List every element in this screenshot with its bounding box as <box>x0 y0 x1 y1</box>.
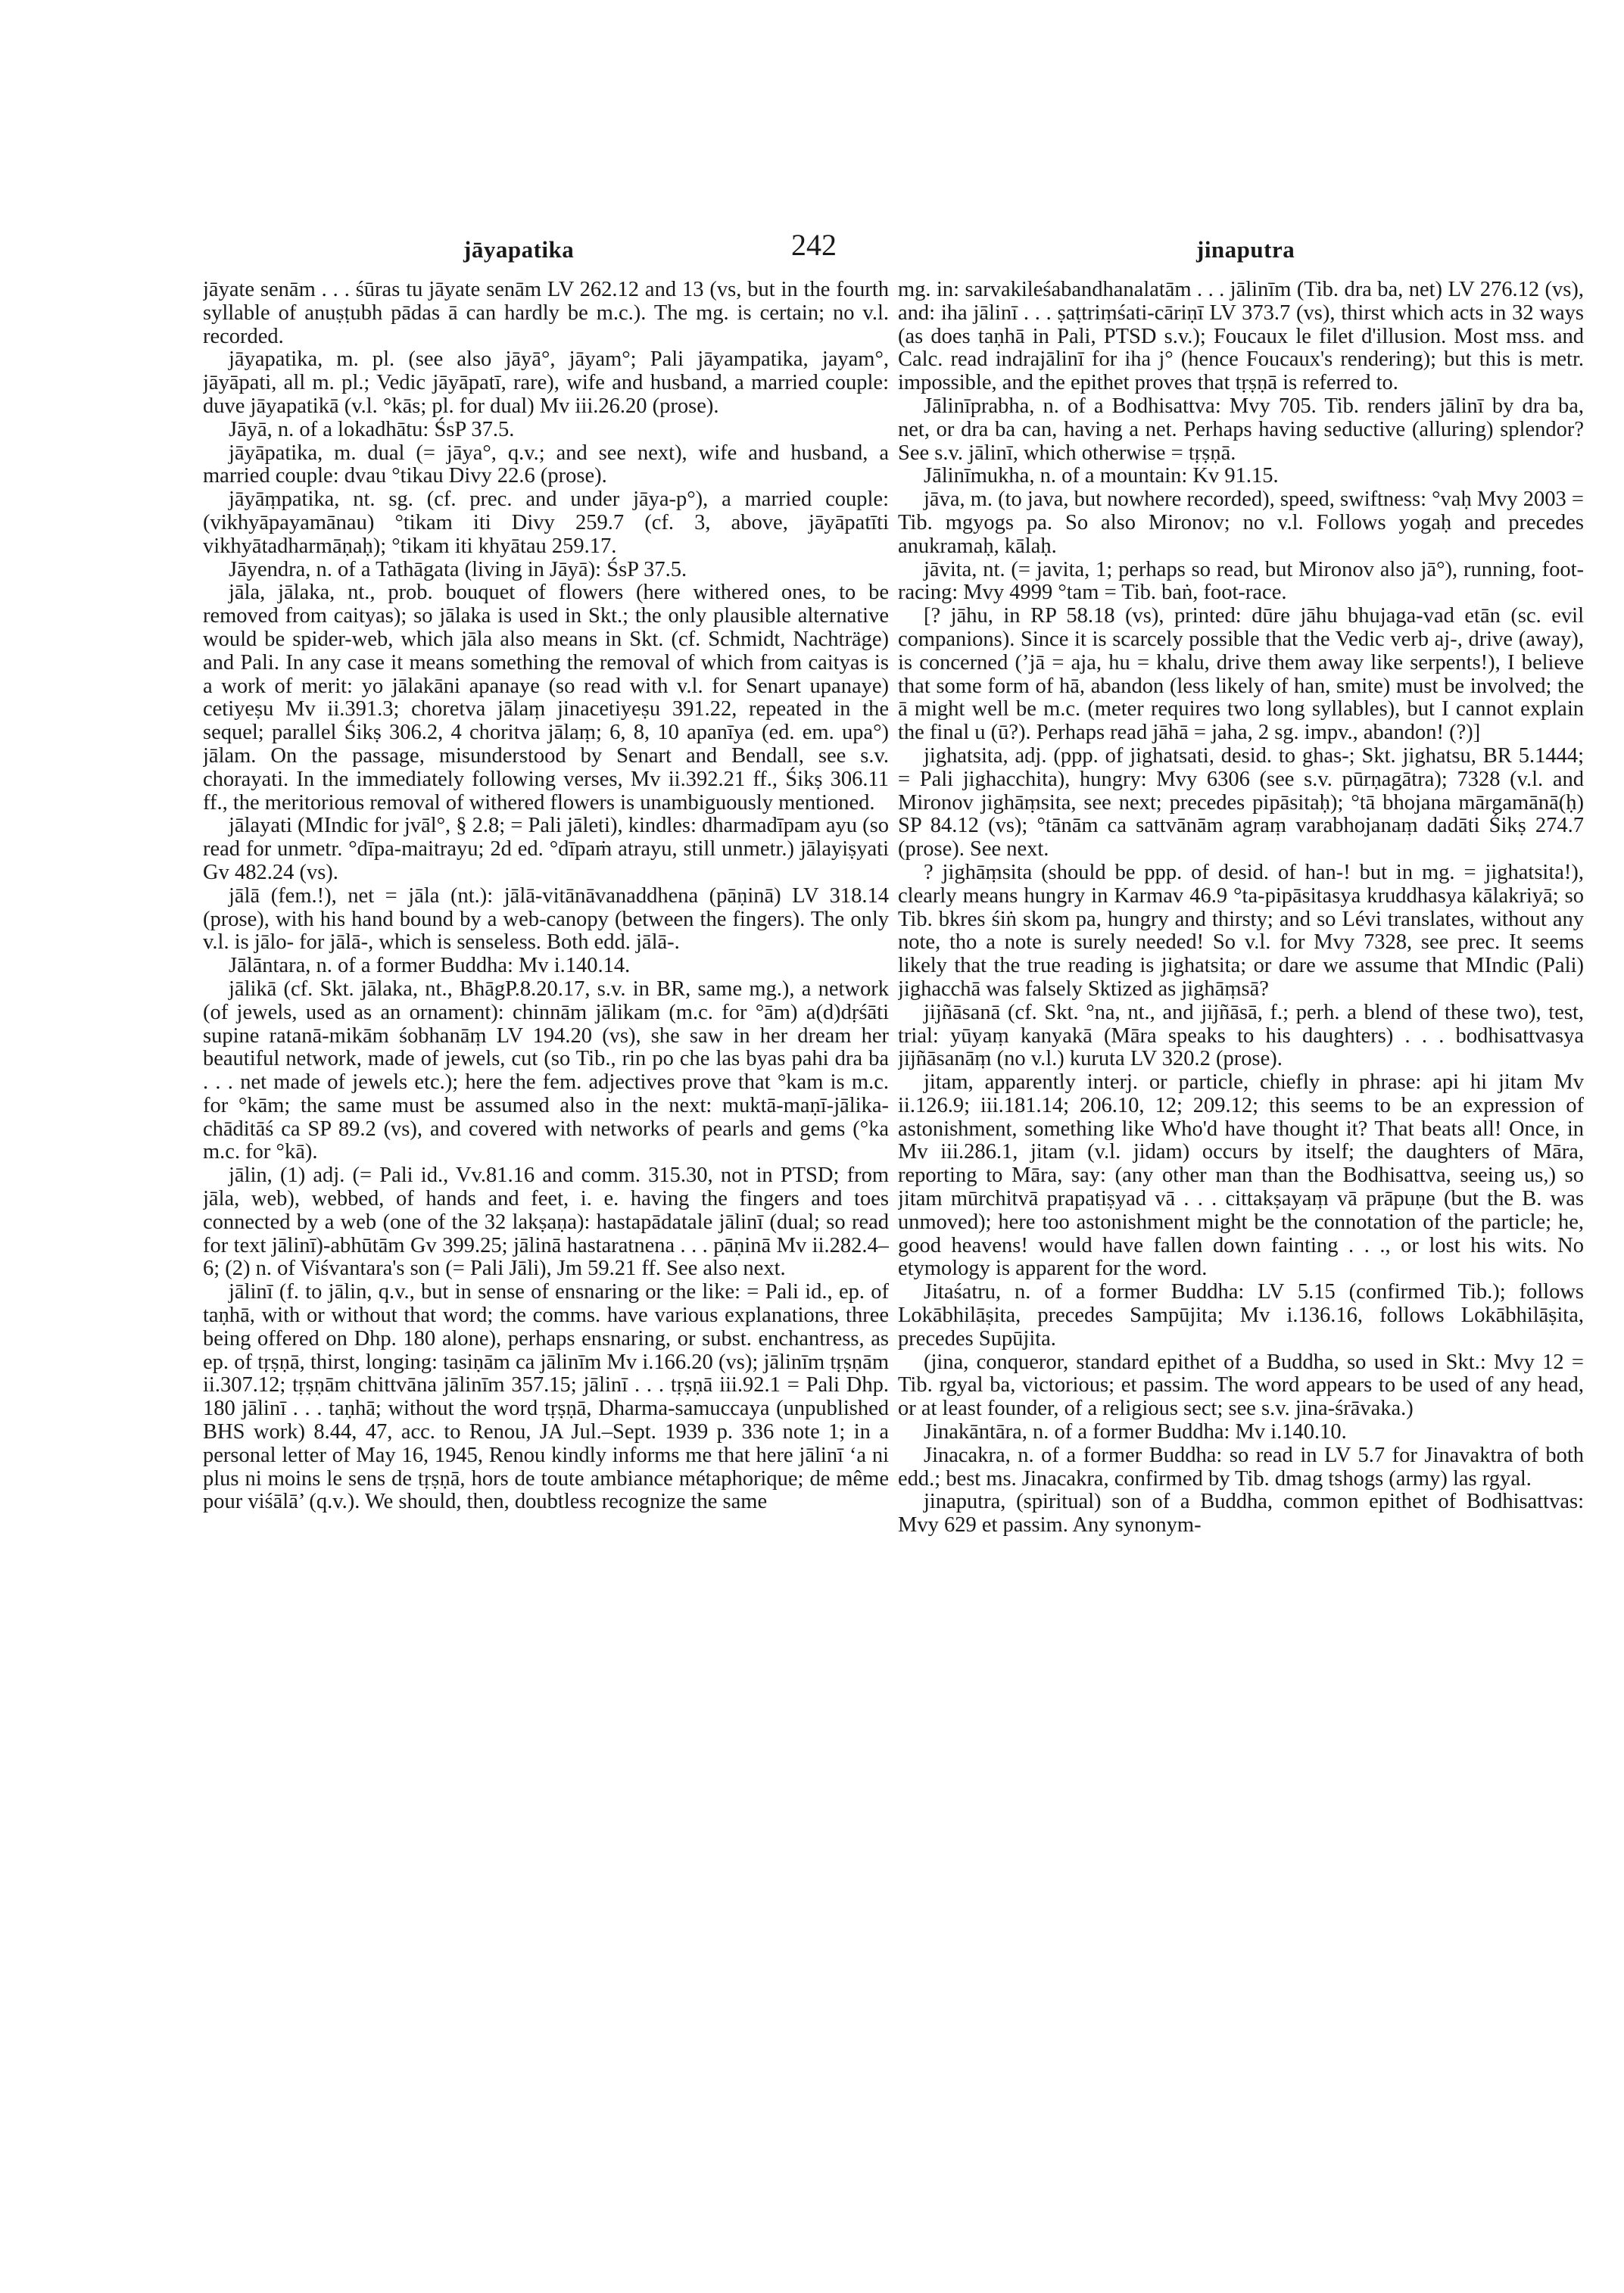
page-header <box>0 227 1624 273</box>
dictionary-entry: jālayati (MIndic for jvāl°, § 2.8; = Pali jāleti), kindles: dharmadīpam ayu (so read for unmetr. °dīpa-maitrayu; 2d ed. °dīpaṁ atrayu, still unmetr.) jālayiṣyati Gv 482.24 (vs). <box>203 814 889 884</box>
dictionary-entry: Jāyā, n. of a lokadhātu: ŚsP 37.5. <box>229 417 515 441</box>
right-running-head: jinaputra <box>1196 236 1295 263</box>
entry-continuation: jāyate senām . . . śūras tu jāyate senām LV 262.12 and 13 (vs, but in the fourth syllable of anuṣṭubh pādas ā can hardly be m.c.). The mg. is certain; no v.l. recorded. <box>203 279 889 348</box>
left-column <box>203 279 889 2217</box>
dictionary-entry: Jālinīmukha, n. of a mountain: Kv 91.15. <box>924 464 1279 488</box>
dictionary-entry: Jālāntara, n. of a former Buddha: Mv i.140.14. <box>229 954 631 978</box>
dictionary-entry: jāyāṃpatika, nt. sg. (cf. prec. and under jāya-p°), a married couple: (vikhyāpayamānau) °tikam iti Divy 259.7 (cf. 3, above, jāyāpatīti vikhyātadharmāṇaḥ); °tikam iti khyātau 259.17. <box>203 488 889 558</box>
entry-continuation: mg. in: sarvakileśabandhanalatām . . . jālinīm (Tib. dra ba, net) LV 276.12 (vs), and: iha jālinī . . . ṣaṭtriṃśati-cāriṇī LV 373.7 (vs), thirst which acts in 32 ways (as does taṇhā in Pali, PTSD s.v.); Foucaux le filet d'illusion. Most mss. and Calc. read indrajālinī for iha j° (hence Foucaux's rendering); but this is metr. impossible, and the epithet proves that tṛṣṇā is referred to. <box>898 279 1584 395</box>
dictionary-entry: [? jāhu, in RP 58.18 (vs), printed: dūre jāhu bhujaga-vad etān (sc. evil companions). Since it is scarcely possible that the Vedic verb aj-, drive (away), is concerned (’jā = aja, hu = khalu, drive them away like serpents!), I believe that some form of hā, abandon (less likely of han, smite) must be involved; the ā might well be m.c. (meter requires two long syllables), but I cannot explain the final u (ū?). Perhaps read jāhā = jaha, 2 sg. impv., abandon! (?)] <box>898 604 1584 745</box>
left-running-head: jāyapatika <box>463 236 575 263</box>
right-column <box>898 279 1584 2217</box>
dictionary-entry: jālinī (f. to jālin, q.v., but in sense of ensnaring or the like: = Pali id., ep. of taṇhā, with or without that word; the comms. have various explanations, three being offered on Dhp. 180 alone), perhaps ensnaring, or subst. enchantress, as ep. of tṛṣṇā, thirst, longing: tasiṇām ca jālinīm Mv i.166.20 (vs); jālinīm tṛṣṇām ii.307.12; tṛṣṇām chittvāna jālinīm 357.15; jālinī . . . tṛṣṇā iii.92.1 = Pali Dhp. 180 jālinī . . . taṇhā; without the word tṛṣṇā, Dharma-samuccaya (unpublished BHS work) 8.44, 47, acc. to Renou, JA Jul.–Sept. 1939 p. 336 note 1; in a personal letter of May 16, 1945, Renou kindly informs me that here jālinī ‘a ni plus ni moins le sens de tṛṣṇā, hors de toute ambiance métaphorique; de même pour viśālā’ (q.v.). We should, then, doubtless recognize the same <box>203 1280 889 1514</box>
dictionary-entry: jāla, jālaka, nt., prob. bouquet of flowers (here withered ones, to be removed from caityas); so jālaka is used in Skt.; the only plausible alternative would be spider-web, which jāla also means in Skt. (cf. Schmidt, Nachträge) and Pali. In any case it means something the removal of which from caityas is a work of merit: yo jālakāni apanaye (so read with v.l. for Senart upanaye) cetiyeṣu Mv ii.391.3; choretva jālaṃ jinacetiyeṣu 391.22, repeated in the sequel; parallel Śikṣ 306.2, 4 choritva jālaṃ; 6, 8, 10 apanīya (ed. em. upa°) jālam. On the passage, misunderstood by Senart and Bendall, see s.v. chorayati. In the immediately following verses, Mv ii.392.21 ff., Śikṣ 306.11 ff., the meritorious removal of withered flowers is unambiguously mentioned. <box>203 581 889 815</box>
dictionary-entry: jinaputra, (spiritual) son of a Buddha, common epithet of Bodhisattvas: Mvy 629 et passim. Any synonym- <box>898 1490 1584 1537</box>
dictionary-entry: (jina, conqueror, standard epithet of a Buddha, so used in Skt.: Mvy 12 = Tib. rgyal ba, victorious; et passim. The word appears to be used of any head, or at least founder, of a religious sect; see s.v. jina-śrāvaka.) <box>898 1350 1584 1421</box>
dictionary-entry: ? jighāṃsita (should be ppp. of desid. of han-! but in mg. = jighatsita!), clearly means hungry in Karmav 46.9 °ta-pipāsitasya kruddhasya kālakriyā; so Tib. bkres śiṅ skom pa, hungry and thirsty; and so Lévi translates, without any note, tho a note is surely needed! So v.l. for Mvy 7328, see prec. It seems likely that the true reading is jighatsita; or dare we assume that MIndic (Pali) jighacchā was falsely Sktized as jighāṃsā? <box>898 860 1584 1001</box>
dictionary-entry: jālā (fem.!), net = jāla (nt.): jālā-vitānāvanaddhena (pāṇinā) LV 318.14 (prose), with his hand bound by a web-canopy (between the fingers). The only v.l. is jālo- for jālā-, which is senseless. Both edd. jālā-. <box>203 883 889 955</box>
page-number: 242 <box>791 228 837 262</box>
dictionary-entry: jāvita, nt. (= javita, 1; perhaps so read, but Mironov also jā°), running, foot-racing: Mvy 4999 °tam = Tib. baṅ, foot-race. <box>898 557 1584 605</box>
dictionary-entry: jitam, apparently interj. or particle, chiefly in phrase: api hi jitam Mv ii.126.9; iii.181.14; 206.10, 12; 209.12; this seems to be an expression of astonishment, something like Who'd have thought it? That beats all! Once, in Mv iii.286.1, jitam (v.l. jidam) occurs by itself; the daughters of Māra, reporting to Māra, say: (any other man than the Bodhisattva, seeing us,) so jitam mūrchitvā prapatiṣyad vā . . . cittakṣayaṃ vā prāpuṇe (but the B. was unmoved); here too astonishment might be the connotation of the particle; he, good heavens! would have fallen down fainting . . ., or lost his wits. No etymology is apparent for the word. <box>898 1070 1584 1281</box>
dictionary-entry: Jinacakra, n. of a former Buddha: so read in LV 5.7 for Jinavaktra of both edd.; best ms. Jinacakra, confirmed by Tib. dmag tshogs (army) las rgyal. <box>898 1443 1584 1491</box>
dictionary-entry: Jālinīprabha, n. of a Bodhisattva: Mvy 705. Tib. renders jālinī by dra ba, net, or dra ba can, having a net. Perhaps having seductive (alluring) splendor? See s.v. jālinī, which otherwise = tṛṣṇā. <box>898 394 1584 465</box>
dictionary-entry: Jitaśatru, n. of a former Buddha: LV 5.15 (confirmed Tib.); follows Lokābhilāṣita, precedes Sampūjita; Mv i.136.16, follows Lokābhilāṣita, precedes Supūjita. <box>898 1280 1584 1351</box>
dictionary-entry: jāyapatika, m. pl. (see also jāyā°, jāyam°; Pali jāyampatika, jayam°, jāyāpati, all m. pl.; Vedic jāyāpatī, rare), wife and husband, a married couple: duve jāyapatikā (v.l. °kās; pl. for dual) Mv iii.26.20 (prose). <box>203 347 889 418</box>
dictionary-entry: jāva, m. (to java, but nowhere recorded), speed, swiftness: °vaḥ Mvy 2003 = Tib. mgyogs pa. So also Mironov; no v.l. Follows yogaḥ and precedes anukramaḥ, kālaḥ. <box>898 488 1584 558</box>
dictionary-entry: jālin, (1) adj. (= Pali id., Vv.81.16 and comm. 315.30, not in PTSD; from jāla, web), webbed, of hands and feet, i. e. having the fingers and toes connected by a web (one of the 32 lakṣaṇa): hastapādatale jālinī (dual; so read for text jālinī)-abhūtām Gv 399.25; jālinā hastaratnena . . . pāṇinā Mv ii.282.4–6; (2) n. of Viśvantara's son (= Pali Jāli), Jm 59.21 ff. See also next. <box>203 1164 889 1281</box>
dictionary-entry: Jāyendra, n. of a Tathāgata (living in Jāyā): ŚsP 37.5. <box>229 557 687 581</box>
dictionary-entry: jighatsita, adj. (ppp. of jighatsati, desid. to ghas-; Skt. jighatsu, BR 5.1444; = Pali jighacchita), hungry: Mvy 6306 (see s.v. pūrṇagātra); 7328 (v.l. and Mironov jighāṃsita, see next; precedes pipāsitaḥ); °tā bhojana mārgamānā(ḥ) SP 84.12 (vs); °tānām ca sattvānām agraṃ varabhojanaṃ dadāti Śikṣ 274.7 (prose). See next. <box>898 743 1584 861</box>
dictionary-entry: Jinakāntāra, n. of a former Buddha: Mv i.140.10. <box>924 1420 1347 1444</box>
dictionary-entry: jāyāpatika, m. dual (= jāya°, q.v.; and see next), wife and husband, a married couple: dvau °tikau Divy 22.6 (prose). <box>203 441 889 488</box>
dictionary-entry: jijñāsanā (cf. Skt. °na, nt., and jijñāsā, f.; perh. a blend of these two), test, trial: yūyaṃ kanyakā (Māra speaks to his daughters) . . . bodhisattvasya jijñāsanāṃ (no v.l.) kuruta LV 320.2 (prose). <box>898 1000 1584 1071</box>
dictionary-entry: jālikā (cf. Skt. jālaka, nt., BhāgP.8.20.17, s.v. in BR, same mg.), a network (of jewels, used as an ornament): chinnām jālikam (m.c. for °ām) a(d)dṛśāti supine ratanā-mikām śobhanāṃ LV 194.20 (vs), she saw in her dream her beautiful network, made of jewels, cut (so Tib., rin po che las byas pahi dra ba . . . net made of jewels etc.); here the fem. adjectives prove that °kam is m.c. for °kām; the same must be assumed also in the next: muktā-maṇī-jālika-chāditāś ca SP 89.2 (vs), and covered with networks of pearls and gems (°ka m.c. for °kā). <box>203 977 889 1164</box>
